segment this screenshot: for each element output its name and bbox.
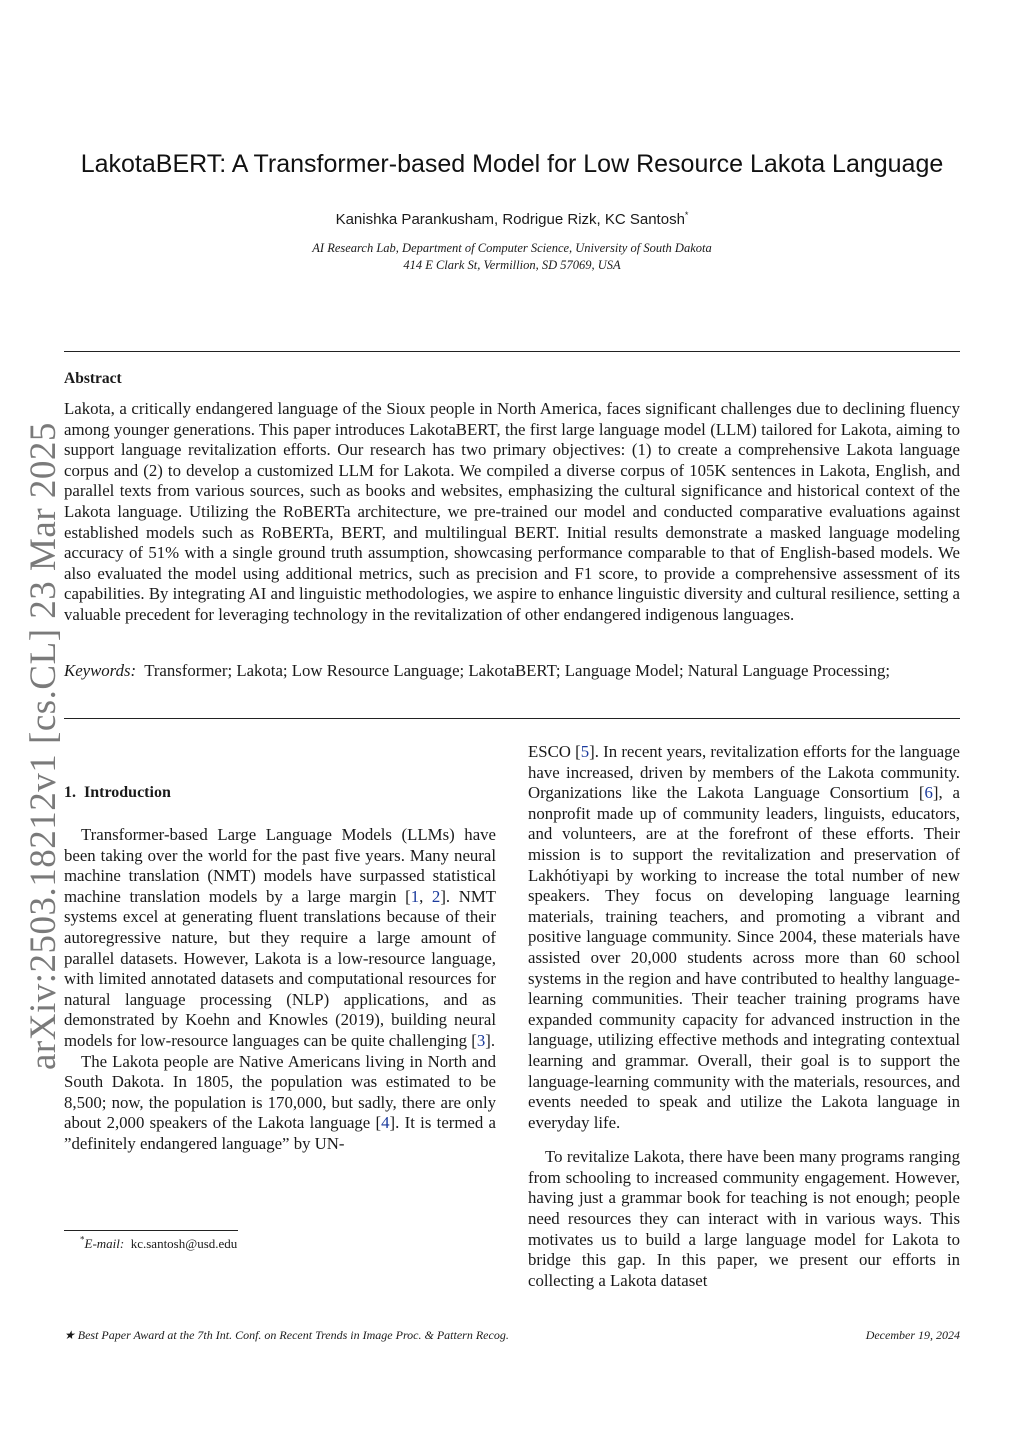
keywords <box>64 660 960 681</box>
abstract-heading: Abstract <box>64 370 122 387</box>
text-run: , <box>419 886 432 906</box>
footer-award-text: Best Paper Award at the 7th Int. Conf. on Recent Trends in Image Proc. & Pattern Recog. <box>77 1328 509 1342</box>
right-column <box>528 742 960 1291</box>
paper-title: LakotaBERT: A Transformer-based Model for Low Resource Lakota Language <box>80 150 944 178</box>
keywords-label: Keywords: <box>64 661 137 680</box>
text-run: ], a nonprofit made up of community leaders, linguists, educators, and volunteers, are at the forefront of these efforts. Their mission is to support the revitalization and preservation of Lakhótiyapi by working to increase the total number of new speakers. They focus on developing language learning materials, training teachers, and promoting a vibrant and positive language community. Since 2004, these materials have assisted over 20,000 students across more than 60 school systems in the region and have contributed to healthy language-learning communities. Their teacher training programs have expanded community capacity for advanced instruction in the language, utilizing effective methods and integrating contextual learning and grammar. Overall, their goal is to support the language-learning community with the materials, resources, and events needed to speak and utilize the Lakota language in everyday life. <box>528 783 960 1132</box>
footnote <box>80 1236 237 1252</box>
intro-paragraph-4: To revitalize Lakota, there have been many programs ranging from schooling to increased community engagement. However, having just a grammar book for teaching is not enough; people need resources they can interact with in various ways. This motivates us to build a large language model for Lakota to bridge this gap. In this paper, we present our efforts in collecting a Lakota dataset <box>528 1147 960 1290</box>
intro-paragraph-3 <box>528 742 960 1133</box>
footnote-label: E-mail: <box>84 1236 125 1251</box>
intro-paragraph-1 <box>64 825 496 1052</box>
affiliation <box>64 240 960 274</box>
arxiv-stamp: arXiv:2503.18212v1 [cs.CL] 23 Mar 2025 <box>23 422 64 1070</box>
author-footnote-mark: * <box>684 210 689 220</box>
citation-link[interactable]: 2 <box>431 886 441 906</box>
footnote-mark: * <box>80 1234 85 1245</box>
keywords-text: Transformer; Lakota; Low Resource Language; LakotaBERT; Language Model; Natural Language Processing; <box>144 661 891 680</box>
footnote-divider <box>64 1230 238 1231</box>
section-heading <box>64 784 171 802</box>
left-column <box>64 825 496 1155</box>
intro-paragraph-2 <box>64 1052 496 1155</box>
author-list <box>64 211 960 228</box>
text-run: ]. NMT systems excel at generating fluent translations because of their autoregressive nature, but they require a large amount of parallel datasets. However, Lakota is a low-resource language, with limited annotated datasets and computational resources for natural language processing (NLP) applications, and as demonstrated by Koehn and Knowles (2019), building neural models for low-resource languages can be quite challenging [ <box>64 886 496 1050</box>
citation-link[interactable]: 3 <box>476 1030 486 1050</box>
abstract-text: Lakota, a critically endangered language of the Sioux people in North America, faces significant challenges due to declining fluency among younger generations. This paper introduces LakotaBERT, the first large language model (LLM) tailored for Lakota, aiming to support language revitalization efforts. Our research has two primary objectives: (1) to create a comprehensive Lakota language corpus and (2) to develop a customized LLM for Lakota. We compiled a diverse corpus of 105K sentences in Lakota, English, and parallel texts from various sources, such as books and websites, emphasizing the cultural significance and historical context of the Lakota language. Utilizing the RoBERTa architecture, we pre-trained our model and conducted comparative evaluations against established models such as RoBERTa, BERT, and multilingual BERT. Initial results demonstrate a masked language modeling accuracy of 51% with a single ground truth assumption, showcasing performance comparable to that of English-based models. We also evaluated the model using additional metrics, such as precision and F1 score, to provide a comprehensive assessment of its capabilities. By integrating AI and linguistic methodologies, we aspire to enhance linguistic diversity and cultural resilience, setting a valuable precedent for leveraging technology in the revitalization of other endangered indigenous languages. <box>64 399 960 624</box>
affiliation-line-2: 414 E Clark St, Vermillion, SD 57069, USA <box>403 258 621 272</box>
citation-link[interactable]: 6 <box>924 783 933 803</box>
text-run: ESCO [ <box>528 742 581 761</box>
section-number: 1. <box>64 784 76 801</box>
citation-link[interactable]: 1 <box>410 886 420 906</box>
footer-award-note <box>64 1328 509 1343</box>
footnote-email[interactable]: kc.santosh@usd.edu <box>130 1236 238 1251</box>
author-names: Kanishka Parankusham, Rodrigue Rizk, KC Santosh <box>335 211 685 228</box>
text-run: Transformer-based Large Language Models (LLMs) have been taking over the world for the past five years. Many neural machine translation (NMT) models have surpassed statistical machine translation models by a large margin [ <box>64 825 496 906</box>
text-run: ]. It is termed a ”definitely endangered language” by UN- <box>64 1113 496 1153</box>
citation-link[interactable]: 5 <box>580 742 590 761</box>
text-run: The Lakota people are Native Americans living in North and South Dakota. In 1805, the population was estimated to be 8,500; now, the population is 170,000, but sadly, there are only about 2,000 speakers of the Lakota language [ <box>64 1051 496 1133</box>
text-run: ]. <box>485 1030 496 1050</box>
top-divider <box>64 351 960 352</box>
star-icon: ★ <box>64 1328 75 1342</box>
section-title: Introduction <box>84 784 171 801</box>
citation-link[interactable]: 4 <box>381 1113 390 1133</box>
affiliation-line-1: AI Research Lab, Department of Computer Science, University of South Dakota <box>312 241 712 255</box>
text-run: ]. In recent years, revitalization efforts for the language have increased, driven by members of the Lakota community. Organizations like the Lakota Language Consortium [ <box>528 742 960 803</box>
bottom-divider <box>64 718 960 719</box>
footer-date: December 19, 2024 <box>865 1328 960 1342</box>
